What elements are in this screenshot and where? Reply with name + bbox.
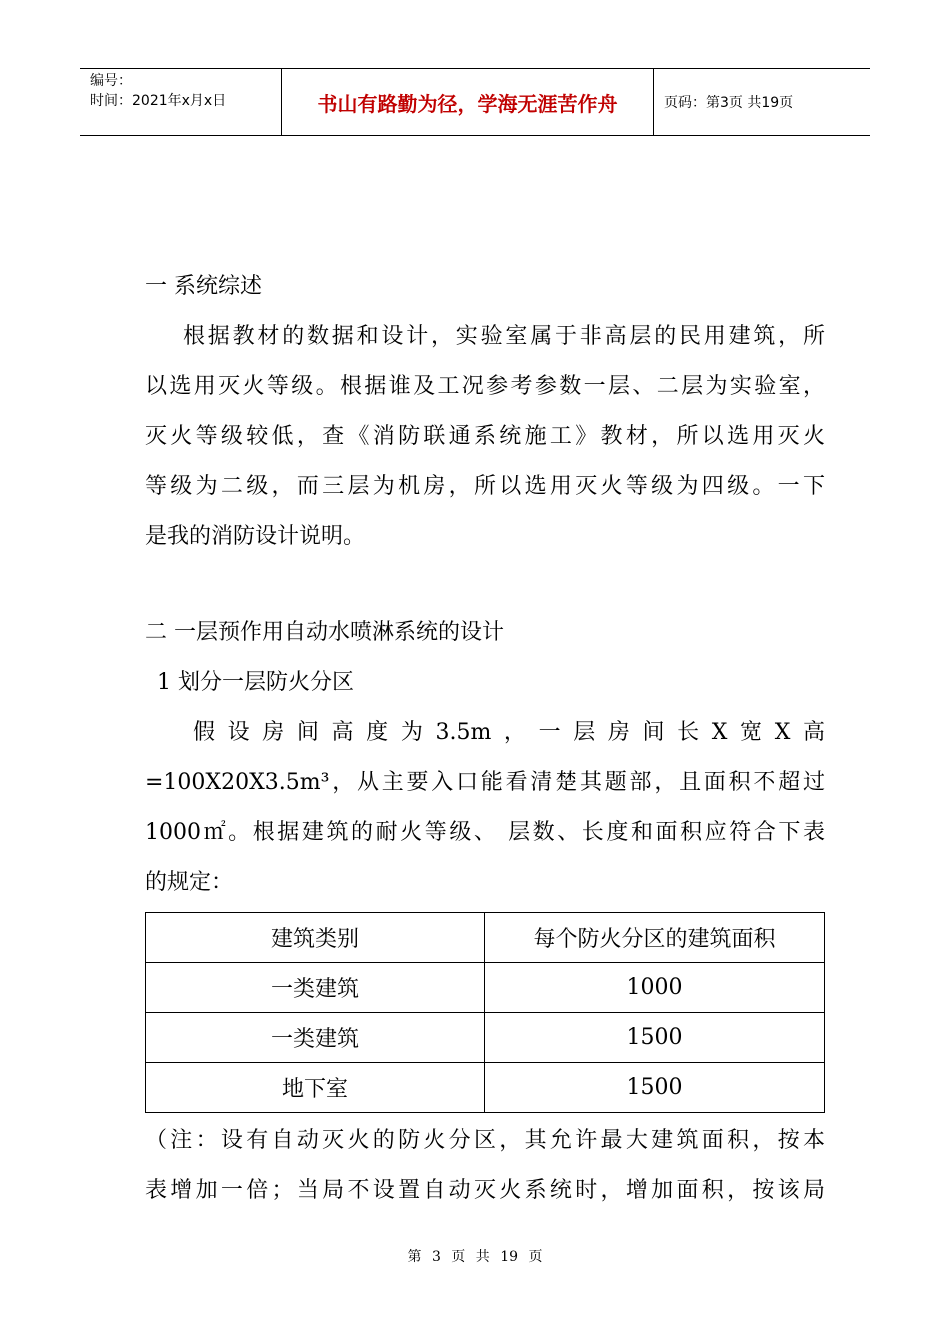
table-cell: 地下室 <box>146 1063 485 1113</box>
table-cell: 1500 <box>485 1063 825 1113</box>
note-line-1: （注：设有自动灭火的防火分区，其允许最大建筑面积，按本 <box>145 1128 825 1153</box>
document-body <box>145 262 825 1216</box>
table-cell: 一类建筑 <box>146 963 485 1013</box>
section-1-line-4: 等级为二级，而三层为机房，所以选用灭火等级为四级。一下 <box>145 474 825 499</box>
header-page-info: 页码：第3页 共19页 <box>664 95 794 111</box>
table-row <box>146 1013 825 1063</box>
table-cell: 一类建筑 <box>146 1013 485 1063</box>
section-2-line-2: =100X20X3.5m³，从主要入口能看清楚其题部，且面积不超过 <box>145 770 825 795</box>
table-header-row <box>146 913 825 963</box>
table-row <box>146 963 825 1013</box>
header-meta <box>80 69 282 135</box>
table-header-cell: 每个防火分区的建筑面积 <box>485 913 825 963</box>
section-2-heading: 二 一层预作用自动水喷淋系统的设计 <box>145 620 504 645</box>
document-header <box>80 68 870 136</box>
section-1-line-5: 是我的消防设计说明。 <box>145 524 366 549</box>
table-header-cell: 建筑类别 <box>146 913 485 963</box>
table-cell: 1000 <box>485 963 825 1013</box>
section-1-line-3: 灭火等级较低，查《消防联通系统施工》教材，所以选用灭火 <box>145 424 825 449</box>
section-2-line-4: 的规定： <box>145 870 234 895</box>
header-motto: 书山有路勤为径，学海无涯苦作舟 <box>282 69 654 135</box>
section-1-line-1: 根据教材的数据和设计，实验室属于非高层的民用建筑，所 <box>183 324 825 349</box>
page-footer: 第 3 页 共 19 页 <box>407 1249 543 1265</box>
fire-zone-table <box>145 912 825 1113</box>
section-2-subheading: 1 划分一层防火分区 <box>157 670 354 695</box>
header-number: 编号： <box>90 73 132 89</box>
note-line-2: 表增加一倍；当局不设置自动灭火系统时，增加面积，按该局 <box>145 1178 825 1203</box>
header-time: 时间：2021年x月x日 <box>90 93 227 109</box>
table-cell: 1500 <box>485 1013 825 1063</box>
section-2-line-3: 1000㎡。根据建筑的耐火等级、 层数、长度和面积应符合下表 <box>145 820 825 845</box>
section-1-heading: 一 系统综述 <box>145 274 262 299</box>
table-row <box>146 1063 825 1113</box>
section-1-line-2: 以选用灭火等级。根据谁及工况参考参数一层、二层为实验室， <box>145 374 825 399</box>
section-2-line-1: 假设房间高度为3.5m，一层房间长X宽X高 <box>193 720 825 745</box>
